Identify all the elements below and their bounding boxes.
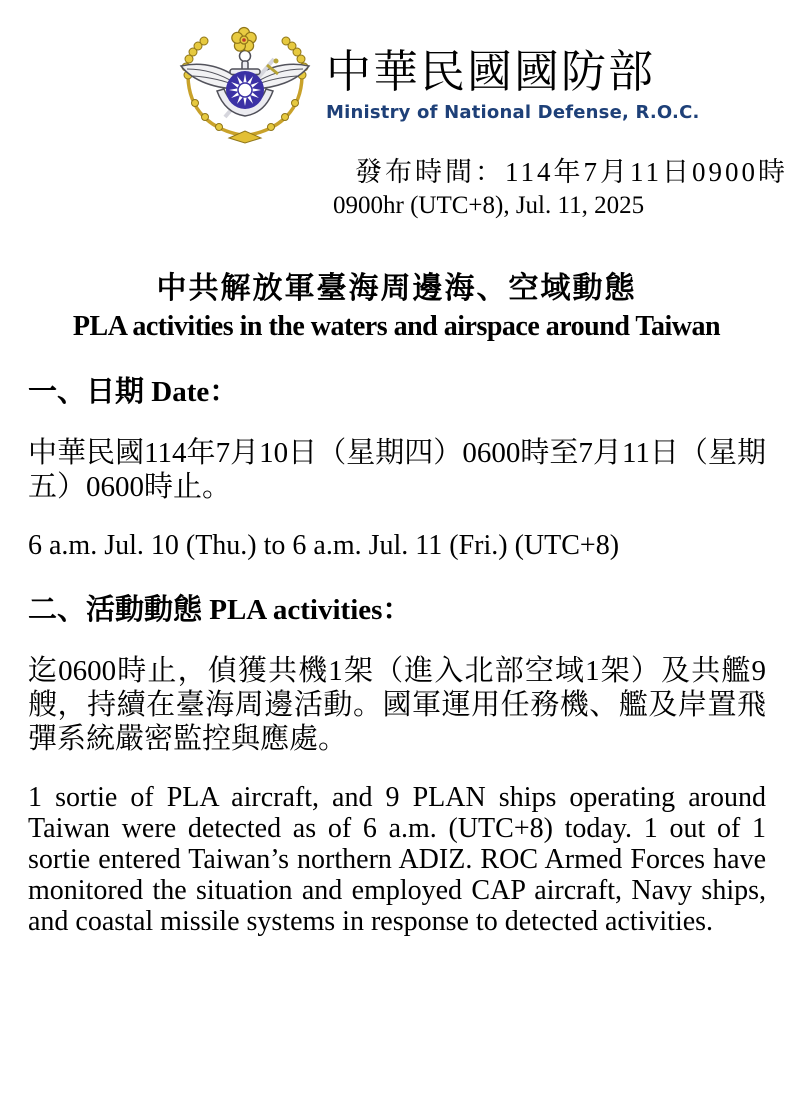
section-pla-activities-paragraph-zh: 迄0600時止，偵獲共機1架（進入北部空域1架）及共艦9艘，持續在臺海周邊活動。國軍運用任務機、艦及岸置飛彈系統嚴密監控與應處。 xyxy=(28,655,766,755)
document-title xyxy=(0,263,793,343)
document-title-zh: 中共解放軍臺海周邊海、空域動態 xyxy=(156,272,637,305)
org-name-en: Ministry of National Defense, R.O.C. xyxy=(326,102,700,124)
section-pla-activities xyxy=(28,592,766,937)
section-date-paragraph-zh: 中華民國114年7月10日（星期四）0600時至7月11日（星期五）0600時止。 xyxy=(28,437,766,503)
release-time-block xyxy=(333,155,793,223)
org-identity xyxy=(326,46,700,123)
section-date-paragraph-en: 6 a.m. Jul. 10 (Thu.) to 6 a.m. Jul. 11 (Fri.) (UTC+8) xyxy=(28,530,620,561)
mnd-emblem-icon xyxy=(175,25,318,144)
release-time-zh: 發布時間：114年7月11日0900時 xyxy=(355,157,788,187)
org-name-zh: 中華民國國防部 xyxy=(326,47,656,97)
section-date-heading: 一、日期 Date： xyxy=(28,376,239,408)
section-pla-activities-paragraph-en: 1 sortie of PLA aircraft, and 9 PLAN ships operating around Taiwan were detected as of 6 a.m. (UTC+8) today. 1 out of 1 sortie entered Taiwan’s northern ADIZ. ROC Armed Forces have monitored the situation and employed CAP aircraft, Navy ships, and coastal missile systems in response to detected activities. xyxy=(28,782,766,937)
document-body xyxy=(0,374,793,937)
document-title-en: PLA activities in the waters and airspace around Taiwan xyxy=(72,311,721,342)
section-date xyxy=(28,374,766,561)
section-pla-activities-heading: 二、活動動態 PLA activities： xyxy=(28,594,412,626)
release-time-en: 0900hr (UTC+8), Jul. 11, 2025 xyxy=(333,192,645,219)
mnd-masthead xyxy=(0,0,793,145)
